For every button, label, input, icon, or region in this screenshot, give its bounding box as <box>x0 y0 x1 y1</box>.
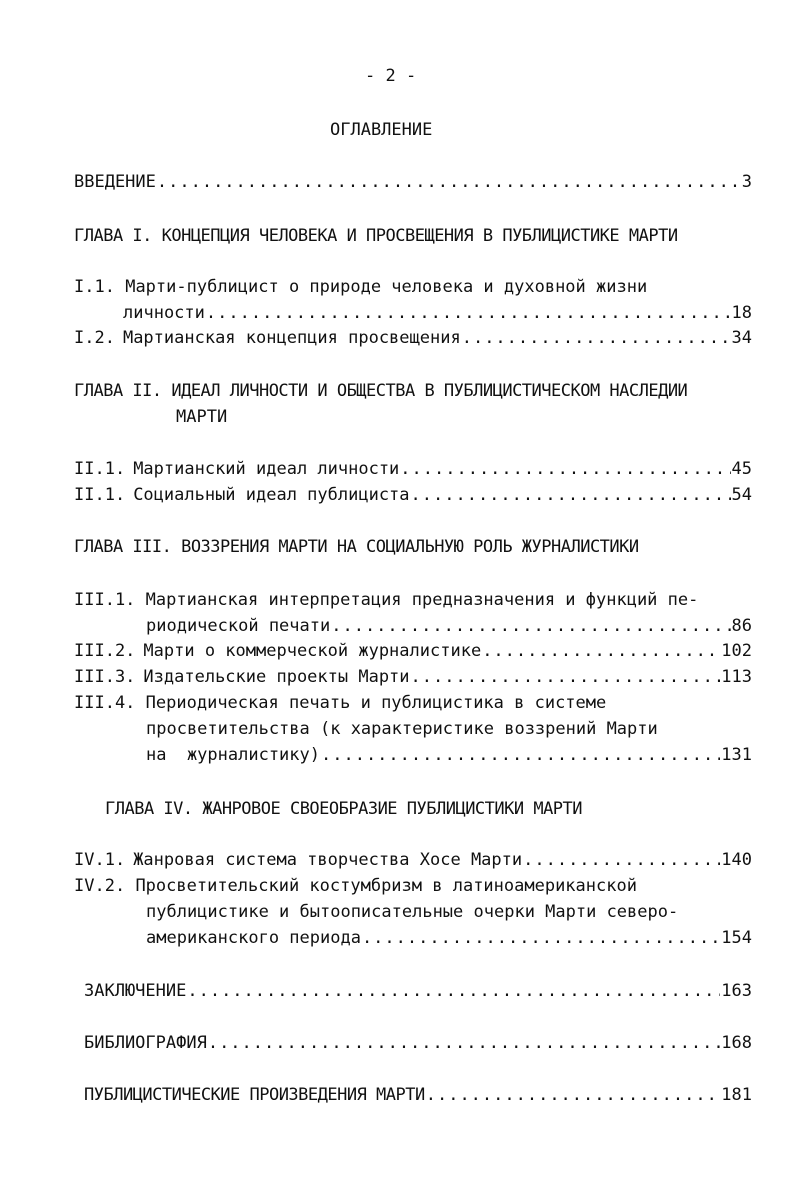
leader-dots <box>482 641 720 661</box>
toc-entry-page: 45 <box>731 459 752 479</box>
toc-heading: ОГЛАВЛЕНИЕ <box>330 120 433 140</box>
toc-entry-label: риодической печати <box>146 616 331 636</box>
toc-entry-3-4 <box>146 745 752 765</box>
section-number: III.2. <box>74 641 136 661</box>
section-number: IV.2. <box>74 876 126 896</box>
page-number: - 2 - <box>365 66 417 86</box>
toc-entry-introduction <box>74 172 752 192</box>
toc-entry-3-2 <box>74 641 752 661</box>
toc-entry-label: Социальный идеал публициста <box>133 485 410 505</box>
section-3-1-line1 <box>74 590 698 610</box>
toc-entry-1-1 <box>123 303 752 323</box>
leader-dots <box>411 485 731 505</box>
section-3-4-line1 <box>74 693 606 713</box>
leader-dots <box>157 172 741 192</box>
section-number: IV.1. <box>74 850 126 870</box>
toc-entry-page: 154 <box>721 928 752 948</box>
section-number: II.1. <box>74 485 126 505</box>
toc-entry-page: 113 <box>721 667 752 687</box>
toc-entry-3-3 <box>74 667 752 687</box>
chapter-4-title: ГЛАВА IV. ЖАНРОВОЕ СВОЕОБРАЗИЕ ПУБЛИЦИСТИКИ МАРТИ <box>105 799 583 819</box>
section-title: Просветительский костумбризм в латиноамериканской <box>135 876 637 896</box>
leader-dots <box>187 981 720 1001</box>
section-4-2-line2: публицистике и бытоописательные очерки Марти северо- <box>146 902 679 922</box>
leader-dots <box>208 1033 720 1053</box>
toc-entry-label: Издательские проекты Марти <box>143 667 410 687</box>
toc-entry-works <box>84 1085 752 1105</box>
toc-entry-label: ПУБЛИЦИСТИЧЕСКИЕ ПРОИЗВЕДЕНИЯ МАРТИ <box>84 1085 425 1105</box>
chapter-2-title-line1: ГЛАВА II. ИДЕАЛ ЛИЧНОСТИ И ОБЩЕСТВА В ПУБЛИЦИСТИЧЕСКОМ НАСЛЕДИИ <box>74 381 688 401</box>
toc-entry-page: 163 <box>721 981 752 1001</box>
toc-entry-4-2 <box>146 928 752 948</box>
toc-entry-label: Марти о коммерческой журналистике <box>143 641 482 661</box>
leader-dots <box>462 328 731 348</box>
toc-entry-1-2 <box>74 328 752 348</box>
section-number: II.1. <box>74 459 126 479</box>
toc-entry-page: 181 <box>721 1085 752 1105</box>
leader-dots <box>411 667 721 687</box>
toc-entry-page: 131 <box>721 745 752 765</box>
toc-entry-conclusion <box>84 981 752 1001</box>
leader-dots <box>331 616 730 636</box>
toc-entry-label: Мартианский идеал личности <box>133 459 400 479</box>
leader-dots <box>321 745 720 765</box>
leader-dots <box>206 303 731 323</box>
toc-entry-page: 3 <box>741 172 752 192</box>
chapter-3-title: ГЛАВА III. ВОЗЗРЕНИЯ МАРТИ НА СОЦИАЛЬНУЮ РОЛЬ ЖУРНАЛИСТИКИ <box>74 537 639 557</box>
section-number: I.1. <box>74 277 115 297</box>
section-1-1-line1 <box>74 277 647 297</box>
leader-dots <box>523 850 720 870</box>
toc-entry-page: 168 <box>721 1033 752 1053</box>
leader-dots <box>400 459 730 479</box>
toc-entry-label: БИБЛИОГРАФИЯ <box>84 1033 207 1053</box>
section-title: Периодическая печать и публицистика в системе <box>145 693 607 713</box>
section-number: III.4. <box>74 693 136 713</box>
toc-entry-label: американского периода <box>146 928 361 948</box>
leader-dots <box>362 928 720 948</box>
section-title: Марти-публицист о природе человека и духовной жизни <box>125 277 648 297</box>
toc-entry-page: 34 <box>731 328 752 348</box>
section-number: I.2. <box>74 328 115 348</box>
toc-entry-2-2 <box>74 485 752 505</box>
toc-entry-label: Жанровая система творчества Хосе Марти <box>133 850 523 870</box>
section-4-2-line1 <box>74 876 637 896</box>
toc-entry-label: Мартианская концепция просвещения <box>122 328 461 348</box>
toc-entry-bibliography <box>84 1033 752 1053</box>
leader-dots <box>426 1085 721 1105</box>
chapter-2-title-line2: МАРТИ <box>176 407 228 427</box>
toc-entry-page: 18 <box>731 303 752 323</box>
toc-entry-page: 102 <box>721 641 752 661</box>
section-title: Мартианская интерпретация предназначения и функций пе- <box>145 590 699 610</box>
toc-entry-page: 54 <box>731 485 752 505</box>
toc-entry-label: личности <box>123 303 205 323</box>
toc-entry-4-1 <box>74 850 752 870</box>
toc-entry-page: 86 <box>731 616 752 636</box>
toc-entry-2-1 <box>74 459 752 479</box>
chapter-1-title: ГЛАВА I. КОНЦЕПЦИЯ ЧЕЛОВЕКА И ПРОСВЕЩЕНИЯ В ПУБЛИЦИСТИКЕ МАРТИ <box>74 226 678 246</box>
section-number: III.1. <box>74 590 136 610</box>
toc-entry-label: на журналистику) <box>146 745 320 765</box>
toc-entry-3-1 <box>146 616 752 636</box>
toc-entry-page: 140 <box>721 850 752 870</box>
section-3-4-line2: просветительства (к характеристике воззрений Марти <box>146 719 658 739</box>
toc-entry-label: ЗАКЛЮЧЕНИЕ <box>84 981 187 1001</box>
section-number: III.3. <box>74 667 136 687</box>
toc-entry-label: ВВЕДЕНИЕ <box>74 172 156 192</box>
